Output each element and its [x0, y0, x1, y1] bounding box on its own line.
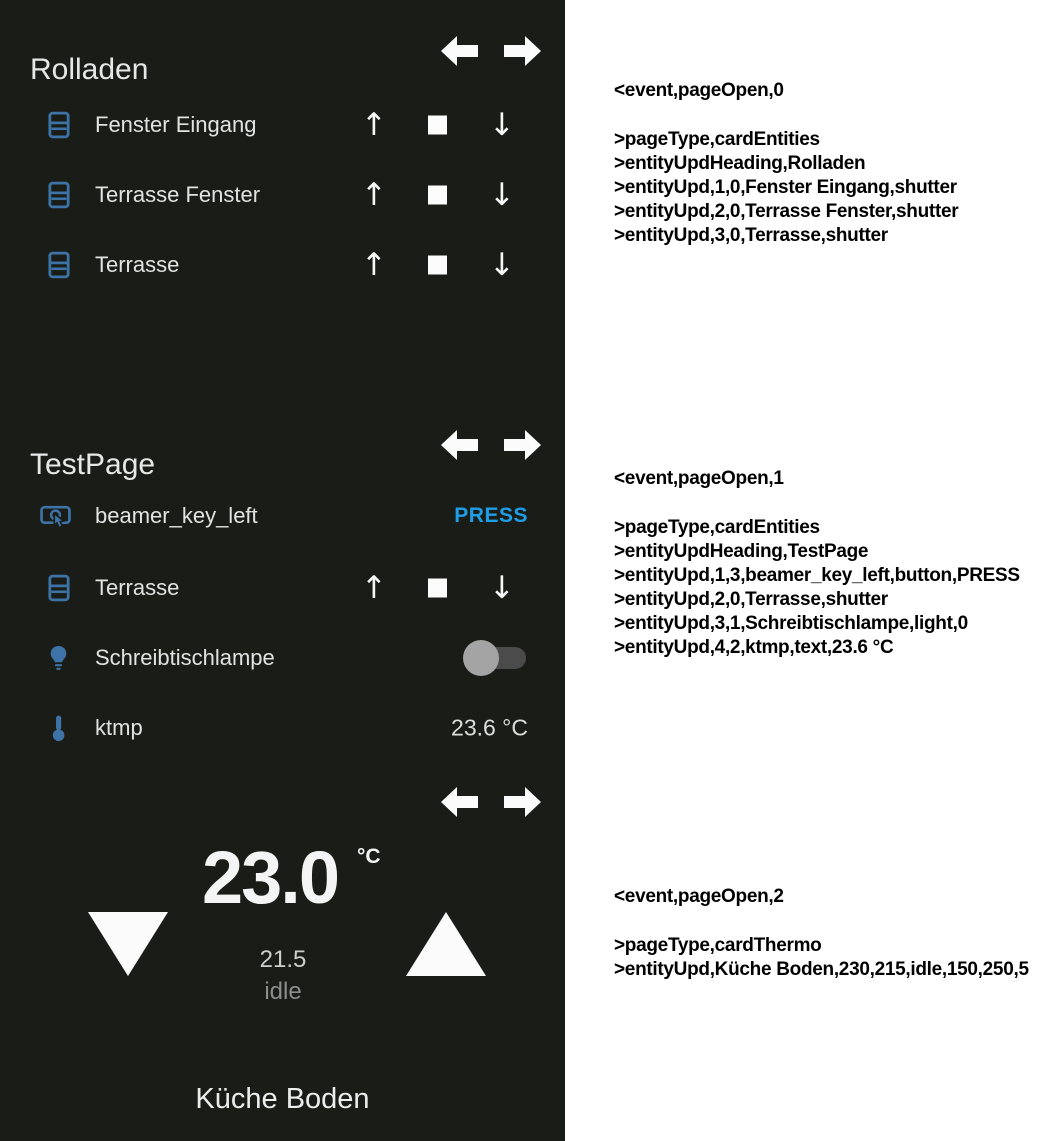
entity-row-beamer-key-left: [0, 488, 565, 544]
protocol-line: >entityUpdHeading,TestPage: [614, 541, 869, 562]
protocol-line: >entityUpd,1,0,Fenster Eingang,shutter: [614, 177, 957, 198]
prev-page-icon[interactable]: [441, 36, 478, 66]
window-shutter-icon: [46, 181, 72, 209]
protocol-line: >entityUpd,3,0,Terrasse,shutter: [614, 225, 888, 246]
shutter-stop-icon[interactable]: [428, 256, 447, 275]
light-toggle-switch[interactable]: [466, 647, 526, 669]
protocol-event-line: <event,pageOpen,2: [614, 886, 784, 907]
protocol-block-page0: [614, 79, 958, 248]
entity-row-fenster-eingang: [0, 97, 565, 153]
thermometer-icon: [50, 714, 67, 742]
page-title: TestPage: [30, 448, 156, 482]
protocol-line: >entityUpd,2,0,Terrasse Fenster,shutter: [614, 201, 959, 222]
shutter-up-icon[interactable]: ↑: [361, 247, 387, 283]
prev-page-icon[interactable]: [441, 430, 478, 460]
setpoint-decrease-button[interactable]: [88, 912, 168, 976]
entity-label: Schreibtischlampe: [95, 645, 275, 670]
card-testpage: [0, 380, 565, 760]
shutter-down-icon[interactable]: ↓: [489, 247, 515, 283]
temperature-value: 23.6 °C: [451, 714, 528, 741]
prev-page-icon[interactable]: [441, 787, 478, 817]
next-page-icon[interactable]: [504, 430, 541, 460]
shutter-stop-icon[interactable]: [428, 116, 447, 135]
shutter-down-icon[interactable]: ↓: [489, 107, 515, 143]
protocol-line: >entityUpd,3,1,Schreibtischlampe,light,0: [614, 613, 968, 634]
shutter-down-icon[interactable]: ↓: [489, 177, 515, 213]
protocol-line: >pageType,cardThermo: [614, 935, 822, 956]
shutter-up-icon[interactable]: ↑: [361, 107, 387, 143]
entity-row-terrasse: [0, 237, 565, 293]
entity-row-schreibtischlampe: [0, 630, 565, 686]
lightbulb-icon: [47, 645, 70, 672]
toggle-knob[interactable]: [463, 640, 499, 676]
protocol-line: >entityUpd,1,3,beamer_key_left,button,PRESS: [614, 565, 1020, 586]
protocol-line: >entityUpd,2,0,Terrasse,shutter: [614, 589, 888, 610]
protocol-line: >entityUpd,4,2,ktmp,text,23.6 °C: [614, 637, 894, 658]
entity-row-ktmp: [0, 700, 565, 756]
setpoint-increase-button[interactable]: [406, 912, 486, 976]
protocol-line: >pageType,cardEntities: [614, 129, 820, 150]
entity-row-terrasse: [0, 560, 565, 616]
page-title: Rolladen: [30, 53, 149, 87]
entity-label: Terrasse: [95, 575, 180, 600]
gesture-tap-button-icon: [40, 503, 71, 530]
thermostat-title: Küche Boden: [195, 1083, 370, 1115]
next-page-icon[interactable]: [504, 787, 541, 817]
entity-row-terrasse-fenster: [0, 167, 565, 223]
protocol-line: >entityUpdHeading,Rolladen: [614, 153, 866, 174]
entity-label: Terrasse Fenster: [95, 182, 261, 207]
entity-label: beamer_key_left: [95, 503, 258, 528]
window-shutter-icon: [46, 574, 72, 602]
protocol-block-page1: [614, 467, 1020, 660]
entity-label: ktmp: [95, 715, 143, 740]
current-temperature: 23.0: [202, 836, 339, 919]
protocol-event-line: <event,pageOpen,0: [614, 80, 784, 101]
shutter-up-icon[interactable]: ↑: [361, 177, 387, 213]
entity-label: Fenster Eingang: [95, 112, 257, 137]
shutter-stop-icon[interactable]: [428, 579, 447, 598]
protocol-event-line: <event,pageOpen,1: [614, 468, 784, 489]
entity-label: Terrasse: [95, 252, 180, 277]
protocol-line: >entityUpd,Küche Boden,230,215,idle,150,250,5: [614, 959, 1029, 980]
press-button[interactable]: PRESS: [454, 504, 528, 527]
protocol-line: >pageType,cardEntities: [614, 517, 820, 538]
shutter-down-icon[interactable]: ↓: [489, 570, 515, 606]
setpoint-value: 21.5: [259, 946, 307, 973]
shutter-up-icon[interactable]: ↑: [361, 570, 387, 606]
hvac-state: idle: [264, 978, 302, 1005]
protocol-block-page2: [614, 885, 1029, 982]
window-shutter-icon: [46, 111, 72, 139]
temperature-unit: °C: [357, 845, 381, 868]
card-rolladen: [0, 0, 565, 380]
shutter-stop-icon[interactable]: [428, 186, 447, 205]
window-shutter-icon: [46, 251, 72, 279]
next-page-icon[interactable]: [504, 36, 541, 66]
